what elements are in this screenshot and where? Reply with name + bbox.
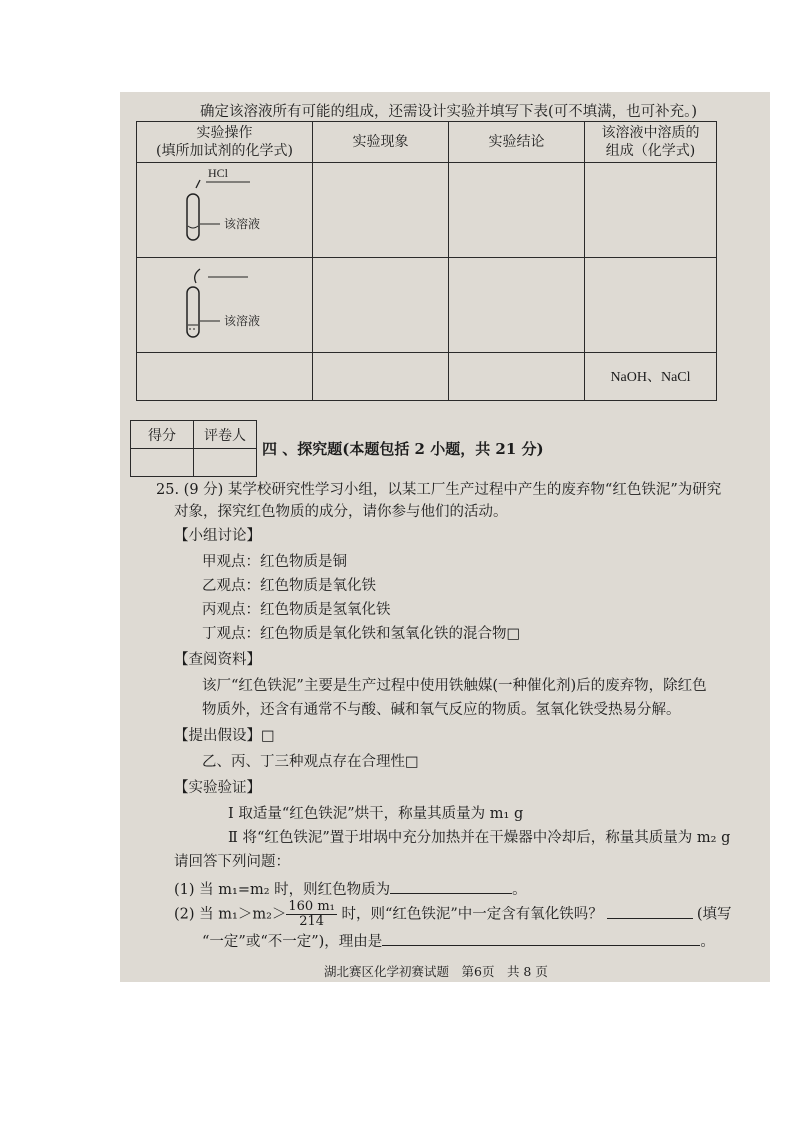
sub2-answer-blank[interactable] [607, 904, 693, 919]
research-line2: 物质外，还含有通常不与酸、碱和氧气反应的物质。氢氧化铁受热易分解。 [202, 702, 681, 718]
discussion-heading: 【小组讨论】 [174, 528, 261, 544]
table-row [137, 353, 717, 401]
sub2-text: (2) 当 m₁＞m₂＞ [174, 906, 287, 923]
header-composition: 该溶液中溶质的 组成（化学式) [585, 122, 717, 163]
conclusion-cell [449, 258, 585, 353]
test-tube-hcl-diagram [138, 164, 314, 252]
research-line1: 该厂“红色铁泥”主要是生产过程中使用铁触媒(一种催化剂)后的废弃物，除红色 [202, 678, 707, 694]
composition-cell: NaOH、NaCl [585, 353, 717, 401]
question-stem-line2: 对象，探究红色物质的成分，请你参与他们的活动。 [174, 504, 508, 520]
grader-box[interactable] [194, 449, 257, 477]
phenomenon-cell [313, 353, 449, 401]
view-a: 甲观点：红色物质是铜 [202, 554, 347, 570]
table-row [137, 163, 717, 258]
operation-cell [137, 258, 313, 353]
sub1-answer-blank[interactable] [390, 879, 512, 894]
test-tube-blank-diagram [138, 259, 314, 347]
question-stem-line1: 25. (9 分) 某学校研究性学习小组，以某工厂生产过程中产生的废弃物“红色铁泥”为研究 [156, 482, 722, 498]
hypothesis-text: 乙、丙、丁三种观点存在合理性□ [202, 754, 419, 770]
page-footer: 湖北赛区化学初赛试题 第6页 共 8 页 [324, 964, 548, 979]
composition-cell [585, 258, 717, 353]
phenomenon-cell [313, 258, 449, 353]
fraction-denominator: 214 [299, 914, 325, 929]
answer-prompt: 请回答下列问题： [174, 854, 290, 870]
table-header-row [137, 122, 717, 163]
reagent-label: HCl [208, 166, 229, 180]
header-phenomenon: 实验现象 [313, 122, 449, 163]
composition-cell [585, 163, 717, 258]
conclusion-cell [449, 163, 585, 258]
view-b: 乙观点：红色物质是氧化铁 [202, 578, 376, 594]
section-title: 四 、探究题(本题包括 2 小题，共 21 分) [262, 440, 544, 458]
fraction-numerator: 160 m₁ [288, 899, 335, 914]
table-intro: 确定该溶液所有可能的组成，还需设计实验并填写下表(可不填满，也可补充。) [200, 104, 698, 120]
sub2-fill-note: (填写 [696, 906, 732, 923]
reason-answer-blank[interactable] [382, 931, 700, 946]
grader-label: 评卷人 [194, 421, 257, 449]
score-label: 得分 [131, 421, 194, 449]
hypothesis-heading: 【提出假设】□ [174, 728, 275, 744]
view-d: 丁观点：红色物质是氧化铁和氢氧化铁的混合物□ [202, 626, 521, 642]
sub1-text: (1) 当 m₁=m₂ 时，则红色物质为 [174, 882, 391, 898]
solution-label: 该溶液 [224, 217, 261, 231]
sub-question-2-reason [202, 930, 715, 951]
operation-cell [137, 163, 313, 258]
header-conclusion: 实验结论 [449, 122, 585, 163]
sub2-question: 时，则“红色铁泥”中一定含有氧化铁吗？ [341, 906, 603, 923]
reason-end: 。 [700, 934, 715, 950]
mass-ratio-fraction [286, 900, 336, 929]
experiment-table [136, 121, 717, 401]
verify-heading: 【实验验证】 [174, 780, 261, 796]
sub-question-2 [174, 900, 731, 929]
sub1-end: 。 [512, 882, 527, 898]
sub-question-1 [174, 878, 527, 899]
operation-cell [137, 353, 313, 401]
reason-prompt: “一定”或“不一定”)，理由是 [202, 934, 383, 950]
score-box[interactable] [131, 449, 194, 477]
conclusion-cell [449, 353, 585, 401]
table-row [137, 258, 717, 353]
phenomenon-cell [313, 163, 449, 258]
header-operation: 实验操作 (填所加试剂的化学式) [137, 122, 313, 163]
solution-label: 该溶液 [224, 314, 261, 328]
research-heading: 【查阅资料】 [174, 652, 261, 668]
view-c: 丙观点：红色物质是氢氧化铁 [202, 602, 391, 618]
grading-box [130, 420, 257, 477]
step-1: Ⅰ 取适量“红色铁泥”烘干，称量其质量为 m₁ g [228, 806, 524, 822]
step-2: Ⅱ 将“红色铁泥”置于坩埚中充分加热并在干燥器中冷却后，称量其质量为 m₂ g [228, 830, 731, 846]
